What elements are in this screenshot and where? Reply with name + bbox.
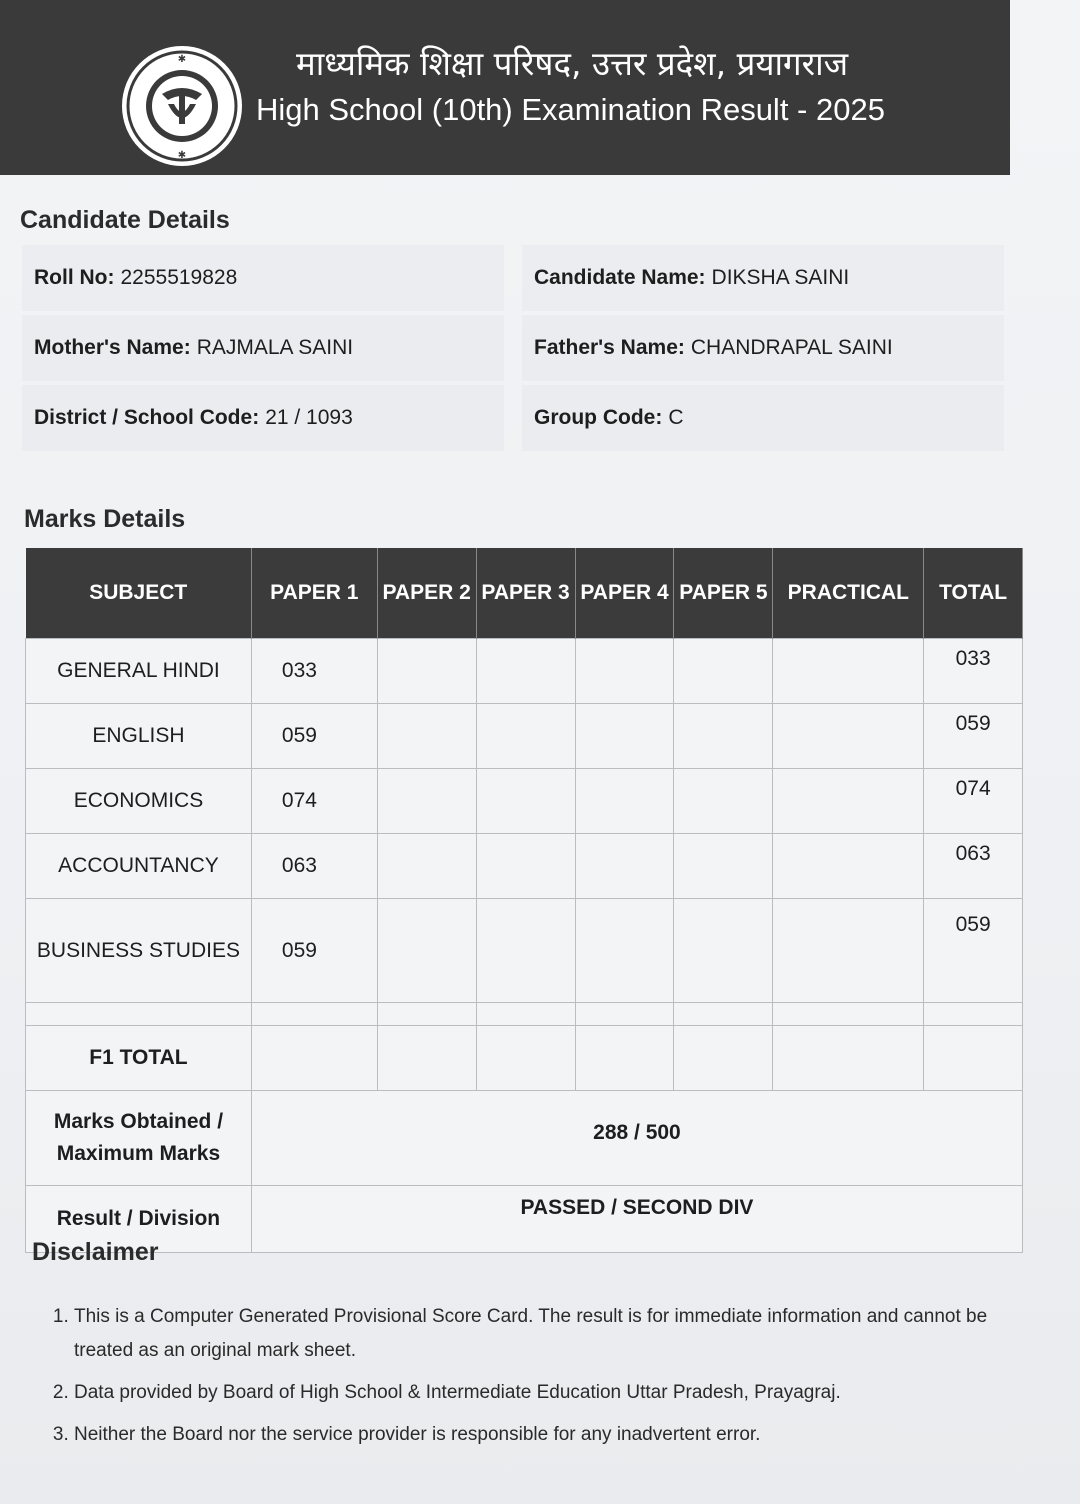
total-cell: 063 bbox=[924, 834, 1023, 899]
paper-3-cell bbox=[476, 834, 575, 899]
paper-3-cell bbox=[476, 639, 575, 704]
table-row bbox=[26, 704, 1023, 769]
paper-1-cell: 074 bbox=[251, 769, 377, 834]
header-banner bbox=[0, 0, 1010, 175]
disclaimer-item: 2. Data provided by Board of High School & Intermediate Education Uttar Pradesh, Prayagraj. bbox=[74, 1376, 1012, 1410]
board-emblem-logo bbox=[118, 42, 246, 170]
table-row bbox=[26, 834, 1023, 899]
paper-4-cell bbox=[575, 899, 674, 1003]
district-school-code-value: 21 / 1093 bbox=[265, 406, 353, 429]
group-code-label: Group Code: bbox=[534, 406, 663, 429]
header-paper-3: PAPER 3 bbox=[476, 548, 575, 639]
paper-2-cell bbox=[377, 639, 476, 704]
header-paper-1: PAPER 1 bbox=[251, 548, 377, 639]
paper-1-cell: 059 bbox=[251, 704, 377, 769]
father-name-value: CHANDRAPAL SAINI bbox=[690, 336, 893, 359]
total-cell: 059 bbox=[924, 899, 1023, 1003]
practical-cell bbox=[773, 639, 924, 704]
disclaimer-item: 3. Neither the Board nor the service provider is responsible for any inadvertent error. bbox=[74, 1418, 1012, 1452]
paper-4-cell bbox=[575, 834, 674, 899]
result-division-label: Result / Division bbox=[26, 1186, 252, 1253]
paper-4-cell bbox=[575, 769, 674, 834]
paper-2-cell bbox=[377, 704, 476, 769]
paper-2-cell bbox=[377, 834, 476, 899]
board-name-hindi: माध्यमिक शिक्षा परिषद, उत्तर प्रदेश, प्रयागराज bbox=[296, 44, 849, 83]
group-code-value: C bbox=[668, 406, 684, 429]
roll-label: Roll No: bbox=[34, 266, 115, 289]
district-school-code-label: District / School Code: bbox=[34, 406, 260, 429]
total-cell: 074 bbox=[924, 769, 1023, 834]
total-cell: 033 bbox=[924, 639, 1023, 704]
header-paper-4: PAPER 4 bbox=[575, 548, 674, 639]
paper-3-cell bbox=[476, 769, 575, 834]
practical-cell bbox=[773, 834, 924, 899]
header-paper-2: PAPER 2 bbox=[377, 548, 476, 639]
practical-cell bbox=[773, 899, 924, 1003]
disclaimer-list bbox=[52, 1300, 1012, 1460]
header-total: TOTAL bbox=[924, 548, 1023, 639]
disclaimer-title: Disclaimer bbox=[32, 1238, 159, 1266]
paper-3-cell bbox=[476, 899, 575, 1003]
mother-name-label: Mother's Name: bbox=[34, 336, 191, 359]
marks-obtained-label: Marks Obtained / Maximum Marks bbox=[26, 1091, 252, 1186]
subject-cell: ACCOUNTANCY bbox=[26, 834, 252, 899]
paper-4-cell bbox=[575, 639, 674, 704]
candidate-details bbox=[22, 245, 1022, 455]
paper-1-cell: 059 bbox=[251, 899, 377, 1003]
total-cell: 059 bbox=[924, 704, 1023, 769]
header-subject: SUBJECT bbox=[26, 548, 252, 639]
table-row bbox=[26, 769, 1023, 834]
paper-3-cell bbox=[476, 704, 575, 769]
paper-5-cell bbox=[674, 834, 773, 899]
candidate-name-value: DIKSHA SAINI bbox=[711, 266, 850, 289]
subject-cell: BUSINESS STUDIES bbox=[26, 899, 252, 1003]
mother-name-value: RAJMALA SAINI bbox=[196, 336, 354, 359]
marks-obtained-row bbox=[26, 1091, 1023, 1186]
roll-number-field bbox=[22, 245, 504, 311]
table-row bbox=[26, 899, 1023, 1003]
header-practical: PRACTICAL bbox=[773, 548, 924, 639]
table-row bbox=[26, 639, 1023, 704]
paper-5-cell bbox=[674, 639, 773, 704]
f1-total-row bbox=[26, 1026, 1023, 1091]
mother-name-field bbox=[22, 315, 504, 381]
candidate-name-label: Candidate Name: bbox=[534, 266, 706, 289]
marks-header-row bbox=[26, 548, 1023, 639]
practical-cell bbox=[773, 704, 924, 769]
paper-5-cell bbox=[674, 899, 773, 1003]
practical-cell bbox=[773, 769, 924, 834]
candidate-name-field bbox=[522, 245, 1004, 311]
district-school-code-field bbox=[22, 385, 504, 451]
marks-details-title: Marks Details bbox=[24, 505, 186, 533]
paper-5-cell bbox=[674, 769, 773, 834]
exam-title: High School (10th) Examination Result - 2025 bbox=[256, 92, 885, 127]
paper-2-cell bbox=[377, 899, 476, 1003]
paper-5-cell bbox=[674, 704, 773, 769]
roll-value: 2255519828 bbox=[120, 266, 238, 289]
svg-text:✱: ✱ bbox=[177, 150, 187, 161]
result-row bbox=[26, 1186, 1023, 1253]
paper-1-cell: 033 bbox=[251, 639, 377, 704]
subject-cell: ECONOMICS bbox=[26, 769, 252, 834]
f1-total-label: F1 TOTAL bbox=[26, 1026, 252, 1091]
header-paper-5: PAPER 5 bbox=[674, 548, 773, 639]
subject-cell: ENGLISH bbox=[26, 704, 252, 769]
disclaimer-item: 1. This is a Computer Generated Provisional Score Card. The result is for immediate information and cannot be treated as an original mark sheet. bbox=[74, 1300, 1012, 1368]
marks-table bbox=[25, 548, 1023, 1253]
candidate-details-title: Candidate Details bbox=[20, 206, 230, 234]
paper-1-cell: 063 bbox=[251, 834, 377, 899]
spacer-row bbox=[26, 1003, 1023, 1026]
paper-4-cell bbox=[575, 704, 674, 769]
svg-text:✱: ✱ bbox=[177, 54, 187, 65]
subject-cell: GENERAL HINDI bbox=[26, 639, 252, 704]
group-code-field bbox=[522, 385, 1004, 451]
father-name-label: Father's Name: bbox=[534, 336, 685, 359]
header-text-block bbox=[256, 44, 885, 130]
marks-obtained-value: 288 / 500 bbox=[251, 1091, 1022, 1186]
father-name-field bbox=[522, 315, 1004, 381]
paper-2-cell bbox=[377, 769, 476, 834]
result-division-value: PASSED / SECOND DIV bbox=[251, 1186, 1022, 1253]
